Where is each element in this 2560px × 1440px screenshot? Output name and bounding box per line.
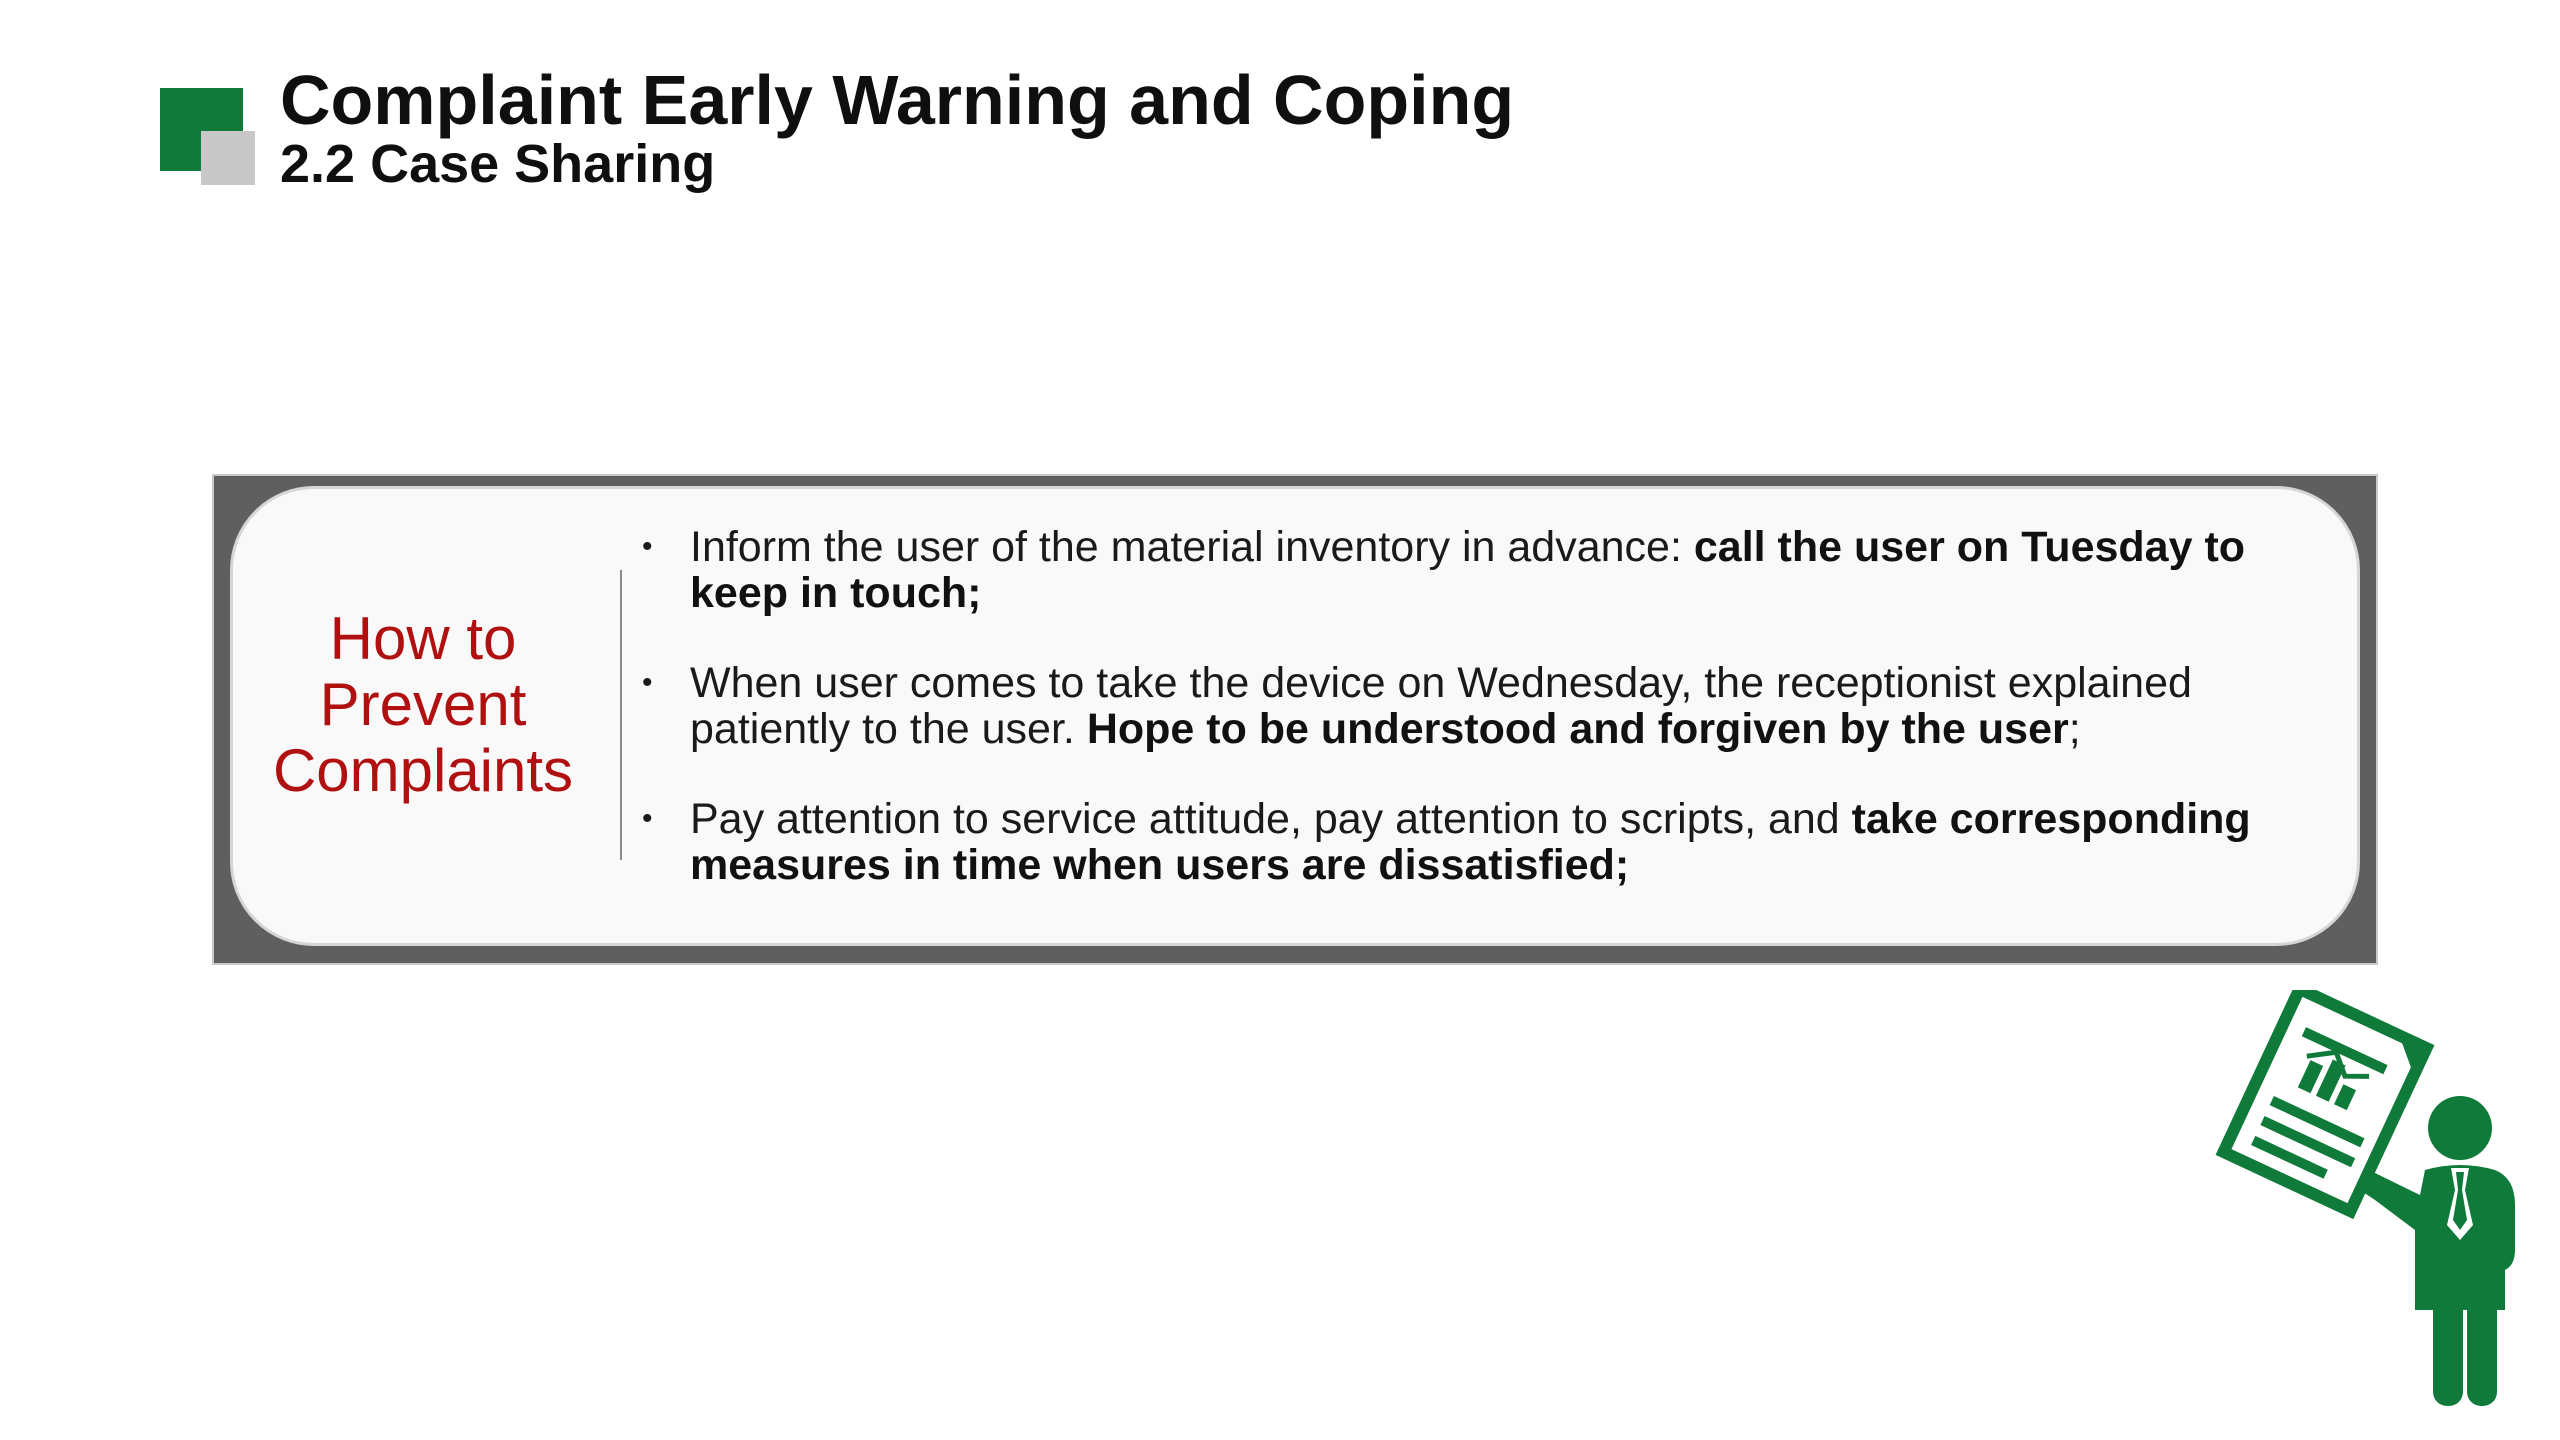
bullet-dot-icon: • (642, 802, 653, 835)
bullet-dot-icon: • (642, 666, 653, 699)
bullet-emphasis: call the user on Tuesday to keep in touch; (690, 523, 2246, 617)
bullet-item (640, 660, 2340, 752)
bullet-text: When user comes to take the device on Wednesday, the receptionist explained patiently to the user. (690, 659, 2192, 753)
page-subtitle: 2.2 Case Sharing (280, 134, 716, 194)
report-document-icon (2224, 990, 2427, 1211)
panel-heading-line: Complaints (272, 737, 574, 804)
bullet-emphasis: take corresponding measures in time when users are dissatisfied; (690, 795, 2251, 889)
bullet-emphasis: Hope to be understood and forgiven by the user (1086, 705, 2069, 753)
bullet-item (640, 796, 2340, 888)
bullet-text: Pay attention to service attitude, pay attention to scripts, and (690, 795, 1852, 843)
panel-heading-line: How to (329, 605, 517, 672)
bullet-item (640, 524, 2340, 616)
bullet-tail: ; (2068, 705, 2081, 753)
bullet-text: Inform the user of the material inventory in advance: (690, 523, 1694, 571)
page-title: Complaint Early Warning and Coping (280, 61, 1515, 139)
bullet-list (640, 524, 2340, 932)
logo-grey-square-icon (201, 131, 255, 185)
panel-heading (238, 606, 608, 804)
presenter-with-report-icon (2215, 990, 2535, 1420)
panel-heading-line: Prevent (319, 671, 527, 738)
panel-divider (620, 570, 622, 860)
bullet-dot-icon: • (642, 530, 653, 563)
